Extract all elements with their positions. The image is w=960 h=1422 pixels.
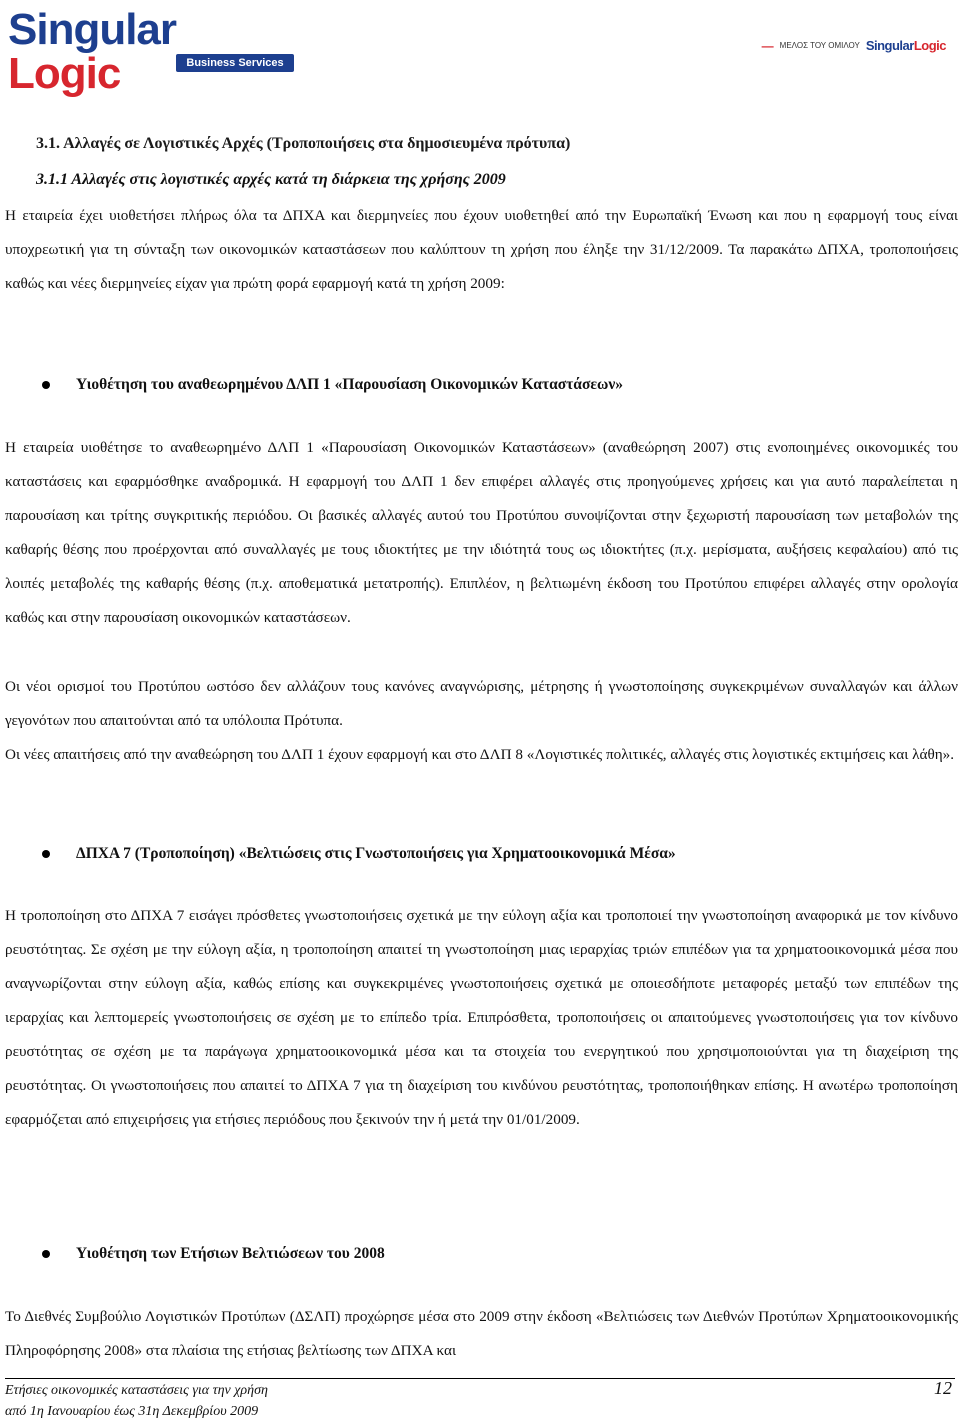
bullet-item-ifrs7 [42,845,676,863]
page-number: 12 [934,1378,952,1398]
bullet-icon [42,850,50,858]
footer-line-1: Ετήσιες οικονομικές καταστάσεις για την χρήση [5,1383,268,1398]
member-logo: SingularLogic [865,38,946,53]
company-logo [8,5,288,98]
bullet-title: Υιοθέτηση των Ετήσιων Βελτιώσεων του 2008 [76,1245,385,1262]
footer-rule [5,1378,955,1379]
footer-caption [5,1380,268,1422]
ias1-paragraph-1: Η εταιρεία υιοθέτησε το αναθεωρημένο ΔΛΠ 1 «Παρουσίαση Οικονομικών Καταστάσεων» (αναθεώρηση 2007) στις ενοποιημένες οικονομικές του καταστάσεις και εφαρμόσθηκε αναδρομικά. Η εφαρμογή του ΔΛΠ 1 δεν επιφέρει αλλαγές στις προηγούμενες χρήσεις και για αυτό παραλείπεται η παρουσίαση και τρίτης συγκριτικής περιόδου. Οι βασικές αλλαγές αυτού του Προτύπου συνοψίζονται στην ξεχωριστή παρουσίαση των μεταβολών της καθαρής θέσης που προέρχονται από συναλλαγές με τους ιδιοκτήτες με την ιδιότητά τους ως ιδιοκτήτες (π.χ. μερίσματα, αυξήσεις κεφαλαίου) από τις λοιπές μεταβολές της καθαρής θέσης (π.χ. αποθεματικά μετατροπής). Επιπλέον, η βελτιωμένη έκδοση του Προτύπου επιφέρει αλλαγές στην ορολογία καθώς και στην παρουσίαση οικονομικών καταστάσεων. [5,439,958,626]
subsection-heading: 3.1.1 Αλλαγές στις λογιστικές αρχές κατά τη διάρκεια της χρήσης 2009 [36,171,506,188]
ifrs7-paragraph: Η τροποποίηση στο ΔΠΧΑ 7 εισάγει πρόσθετες γνωστοποιήσεις σχετικά με την εύλογη αξία και τροποποιεί την γνωστοποίηση αναφορικά με τον κίνδυνο ρευστότητας. Σε σχέση με την εύλογη αξία, η τροποποίηση απαιτεί τη γνωστοποίηση μιας ιεραρχίας τριών επιπέδων για τα χρηματοοικονομικά μέσα που αναγνωρίζονται στην εύλογη αξία, καθώς επίσης και συγκεκριμένες γνωστοποιήσεις σχετικά με οποιεσδήποτε μεταφορές μεταξύ των επιπέδων της ιεραρχίας και λεπτομερείς γνωστοποιήσεις σε σχέση με το επίπεδο τρία. Επιπρόσθετα, τροποποιήσεις οι απαιτούμενες γνωστοποιήσεις για τον κίνδυνο ρευστότητας σε σχέση με τα παράγωγα χρηματοοικονομικά μέσα και τα στοιχεία του ενεργητικού που χρησιμοποιούνται για τη διαχείριση της ρευστότητας. Οι γνωστοποιήσεις που απαιτεί το ΔΠΧΑ 7 για τη διαχείριση του κινδύνου ρευστότητας, τροποποιήθηκαν επίσης. Η ανωτέρω τροποποίηση εφαρμόζεται από επιχειρήσεις για ετήσιες περιόδους που ξεκινούν την ή μετά την 01/01/2009. [5,907,958,1128]
dash-icon: — [761,38,774,53]
logo-wordmark: Singular Logic [8,5,177,98]
bullet-title: Υιοθέτηση του αναθεωρημένου ΔΛΠ 1 «Παρουσίαση Οικονομικών Καταστάσεων» [76,376,624,393]
group-member-mark [762,38,946,53]
logo-subtitle: Business Services [176,54,294,72]
bullet-title: ΔΠΧΑ 7 (Τροποποίηση) «Βελτιώσεις στις Γνωστοποιήσεις για Χρηματοοικονομικά Μέσα» [76,845,676,862]
annual-improvements-paragraph: Το Διεθνές Συμβούλιο Λογιστικών Προτύπων (ΔΣΛΠ) προχώρησε μέσα στο 2009 στην έκδοση «Βελτιώσεις των Διεθνών Προτύπων Χρηματοοικονομικής Πληροφόρησης 2008» στα πλαίσια της ετήσιας βελτίωσης των ΔΠΧΑ και [5,1308,958,1359]
ias1-paragraph-3: Οι νέες απαιτήσεις από την αναθεώρηση του ΔΛΠ 1 έχουν εφαρμογή και στο ΔΛΠ 8 «Λογιστικές πολιτικές, αλλαγές στις λογιστικές εκτιμήσεις και λάθη». [5,746,955,763]
bullet-icon [42,1250,50,1258]
section-heading: 3.1. Αλλαγές σε Λογιστικές Αρχές (Τροποποιήσεις στα δημοσιευμένα πρότυπα) [36,135,571,152]
member-text: ΜΕΛΟΣ ΤΟΥ ΟΜΙΛΟΥ [779,41,860,50]
footer-line-2: από 1η Ιανουαρίου έως 31η Δεκεμβρίου 2009 [5,1404,259,1419]
bullet-item-annual-improvements [42,1245,385,1263]
ias1-paragraph-2: Οι νέοι ορισμοί του Προτύπου ωστόσο δεν αλλάζουν τους κανόνες αναγνώρισης, μέτρησης ή γνωστοποίησης συγκεκριμένων συναλλαγών και άλλων γεγονότων που απαιτούνται από τα υπόλοιπα Πρότυπα. [5,678,958,729]
bullet-item-ias1 [42,376,623,394]
intro-paragraph: Η εταιρεία έχει υιοθετήσει πλήρως όλα τα ΔΠΧΑ και διερμηνείες που έχουν υιοθετηθεί από την Ευρωπαϊκή Ένωση και που η εφαρμογή τους είναι υποχρεωτική για τη σύνταξη των οικονομικών καταστάσεων που καλύπτουν τη χρήση που έληξε την 31/12/2009. Τα παρακάτω ΔΠΧΑ, τροποποιήσεις καθώς και νέες διερμηνείες είχαν για πρώτη φορά εφαρμογή κατά τη χρήση 2009: [5,207,958,292]
bullet-icon [42,381,50,389]
